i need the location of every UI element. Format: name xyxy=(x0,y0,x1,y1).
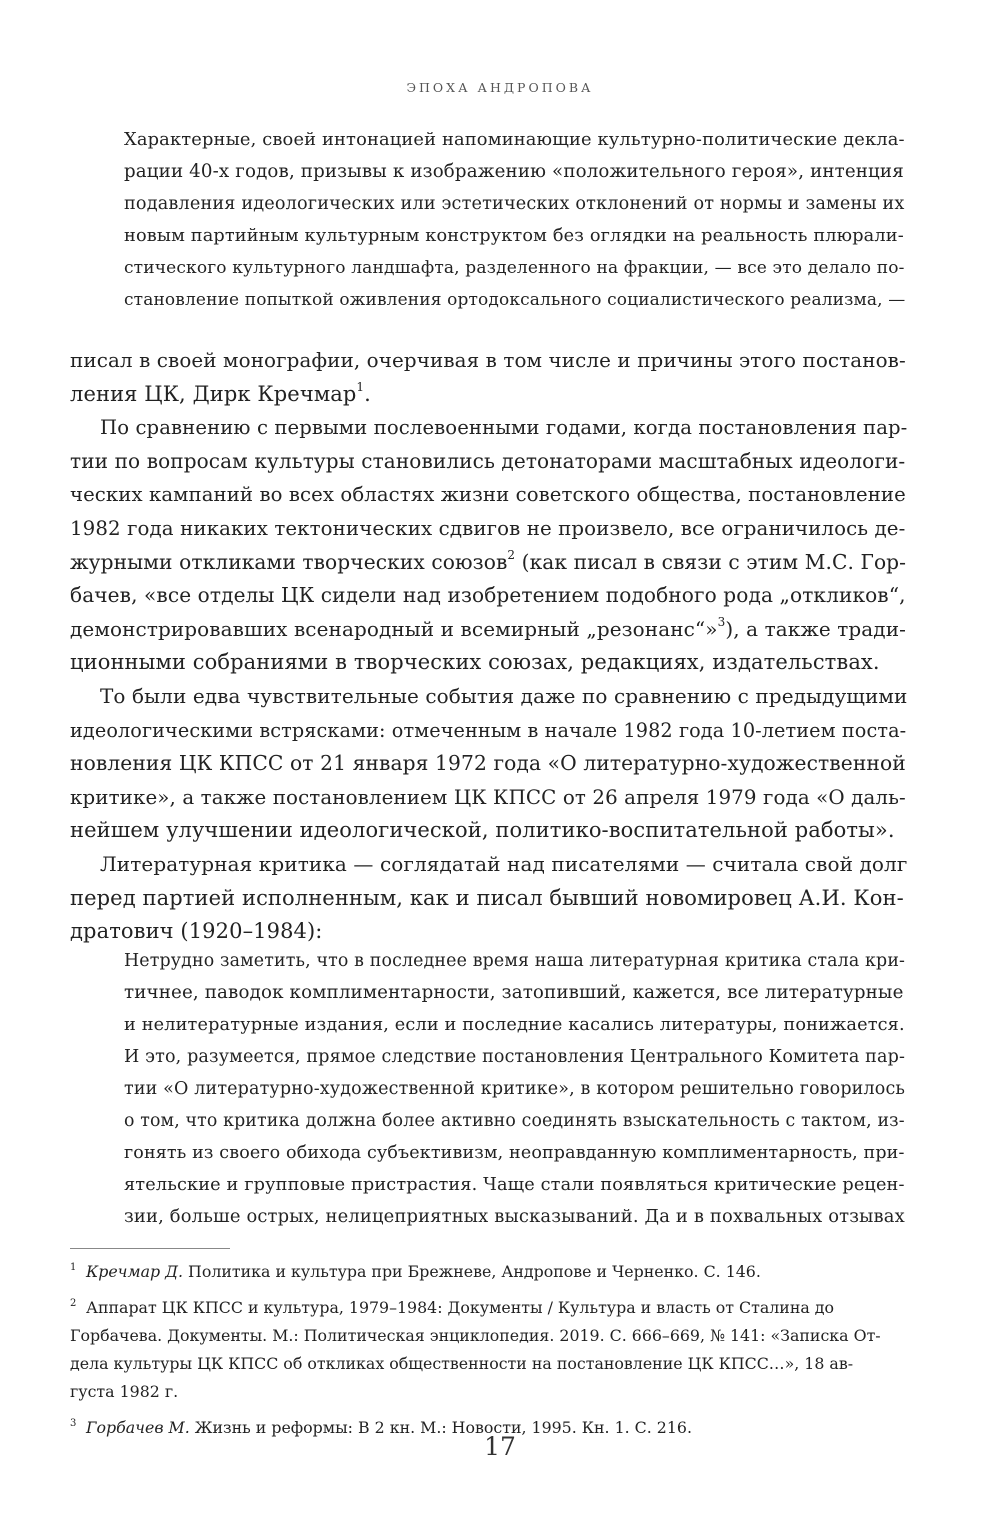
footnote-number: 3 xyxy=(70,1418,77,1429)
quote-line: тичнее, паводок комплиментарности, затопивший, кажется, все литературные xyxy=(124,982,904,1003)
quote-line: новым партийным культурным конструктом без оглядки на реальность плюрали- xyxy=(124,226,904,246)
footnote-1 xyxy=(70,1258,920,1286)
footnote-2 xyxy=(70,1294,920,1322)
quote-line: зии, больше острых, нелицеприятных высказываний. Да и в похвальных отзывах xyxy=(124,1206,905,1227)
body-line: тии по вопросам культуры становились детонаторами масштабных идеологи- xyxy=(70,448,906,473)
body-text: демонстрировавших всенародный и всемирный „резонанс“» xyxy=(70,616,718,641)
quote-line: гонять из своего обихода субъективизм, неоправданную комплиментарность, при- xyxy=(124,1143,905,1163)
body-line: перед партией исполненным, как и писал бывший новомировец А.И. Кон- xyxy=(70,885,904,910)
quote-line: подавления идеологических или эстетических отклонений от нормы и замены их xyxy=(124,194,905,214)
main-body-text xyxy=(70,344,910,949)
footnote-2-line: густа 1982 г. xyxy=(70,1382,179,1401)
footnote-number: 1 xyxy=(70,1262,77,1273)
body-line: Литературная критика — соглядатай над писателями — считала свой долг xyxy=(100,851,908,876)
footnote-text: Аппарат ЦК КПСС и культура, 1979–1984: Документы / Культура и власть от Сталина до xyxy=(86,1298,835,1317)
body-line: ционными собраниями в творческих союзах, редакциях, издательствах. xyxy=(70,650,880,675)
body-line: 1982 года никаких тектонических сдвигов не произвело, все ограничилось де- xyxy=(70,516,906,540)
body-text: ), а также тради- xyxy=(725,616,906,641)
quote-line: и нелитературные издания, если и последние касались литературы, понижается. xyxy=(124,1015,905,1035)
quote-line: становление попыткой оживления ортодоксального социалистического реализма, — xyxy=(124,290,906,310)
body-line: критике», а также постановлением ЦК КПСС от 26 апреля 1979 года «О даль- xyxy=(70,785,906,809)
body-line: По сравнению с первыми послевоенными годами, когда постановления пар- xyxy=(100,416,908,440)
block-quote-1 xyxy=(124,124,908,316)
body-line xyxy=(70,546,910,580)
quote-line: стического культурного ландшафта, разделенного на фракции, — все это делало по- xyxy=(124,258,905,278)
footnote-author: Кречмар Д. xyxy=(86,1262,184,1281)
body-text: . xyxy=(364,381,371,406)
footnote-ref-2[interactable]: 2 xyxy=(507,547,516,562)
quote-line: рации 40-х годов, призывы к изображению «положительного героя», интенция xyxy=(124,161,904,182)
body-line xyxy=(70,613,910,647)
body-text: ления ЦК, Дирк Кречмар xyxy=(70,381,357,406)
body-line: писал в своей монографии, очерчивая в том числе и причины этого постанов- xyxy=(70,349,906,372)
quote-line: о том, что критика должна более активно соединять взыскательность с тактом, из- xyxy=(124,1111,905,1131)
body-line xyxy=(70,378,910,412)
quote-line: И это, разумеется, прямое следствие постановления Центрального Комитета пар- xyxy=(124,1047,906,1067)
footnote-text: Политика и культура при Брежневе, Андропове и Черненко. С. 146. xyxy=(183,1262,761,1281)
footnote-ref-1[interactable]: 1 xyxy=(356,379,365,394)
quote-line: Нетрудно заметить, что в последнее время наша литературная критика стала кри- xyxy=(124,951,906,971)
body-line: То были едва чувствительные события даже по сравнению с предыдущими xyxy=(100,683,908,708)
body-line: бачев, «все отделы ЦК сидели над изобретением подобного рода „откликов“, xyxy=(70,583,906,608)
footnote-divider xyxy=(70,1248,230,1249)
body-line: ческих кампаний во всех областях жизни советского общества, постановление xyxy=(70,483,906,507)
body-text: журными откликами творческих союзов xyxy=(70,549,508,574)
block-quote-2 xyxy=(124,945,908,1233)
quote-line: Характерные, своей интонацией напоминающие культурно-политические декла- xyxy=(124,129,905,150)
body-line: идеологическими встрясками: отмеченным в начале 1982 года 10-летием поста- xyxy=(70,718,907,742)
footnote-2-line: дела культуры ЦК КПСС об откликах общественности на постановление ЦК КПСС…», 18 ав- xyxy=(70,1354,854,1373)
footnote-2-line: Горбачева. Документы. М.: Политическая энциклопедия. 2019. С. 666–669, № 141: «Записка От- xyxy=(70,1326,881,1345)
running-header: ЭПОХА АНДРОПОВА xyxy=(406,80,594,95)
quote-line: тии «О литературно-художественной критике», в котором решительно говорилось xyxy=(124,1079,906,1099)
body-line: нейшем улучшении идеологической, политико-воспитательной работы». xyxy=(70,818,895,843)
footnote-number: 2 xyxy=(70,1298,77,1309)
quote-line: ятельские и групповые пристрастия. Чаще стали появляться критические рецен- xyxy=(124,1175,905,1195)
body-line: дратович (1920–1984): xyxy=(70,919,323,944)
footnote-ref-3[interactable]: 3 xyxy=(717,614,726,629)
footnote-author: Горбачев М. xyxy=(86,1418,190,1437)
body-text: (как писал в связи с этим М.С. Гор- xyxy=(515,549,907,574)
footnotes xyxy=(70,1258,920,1442)
body-line: новления ЦК КПСС от 21 января 1972 года «О литературно-художественной xyxy=(70,751,906,776)
footnote-text: Жизнь и реформы: В 2 кн. М.: Новости, 1995. Кн. 1. С. 216. xyxy=(189,1418,692,1437)
page-number: 17 xyxy=(484,1432,516,1461)
